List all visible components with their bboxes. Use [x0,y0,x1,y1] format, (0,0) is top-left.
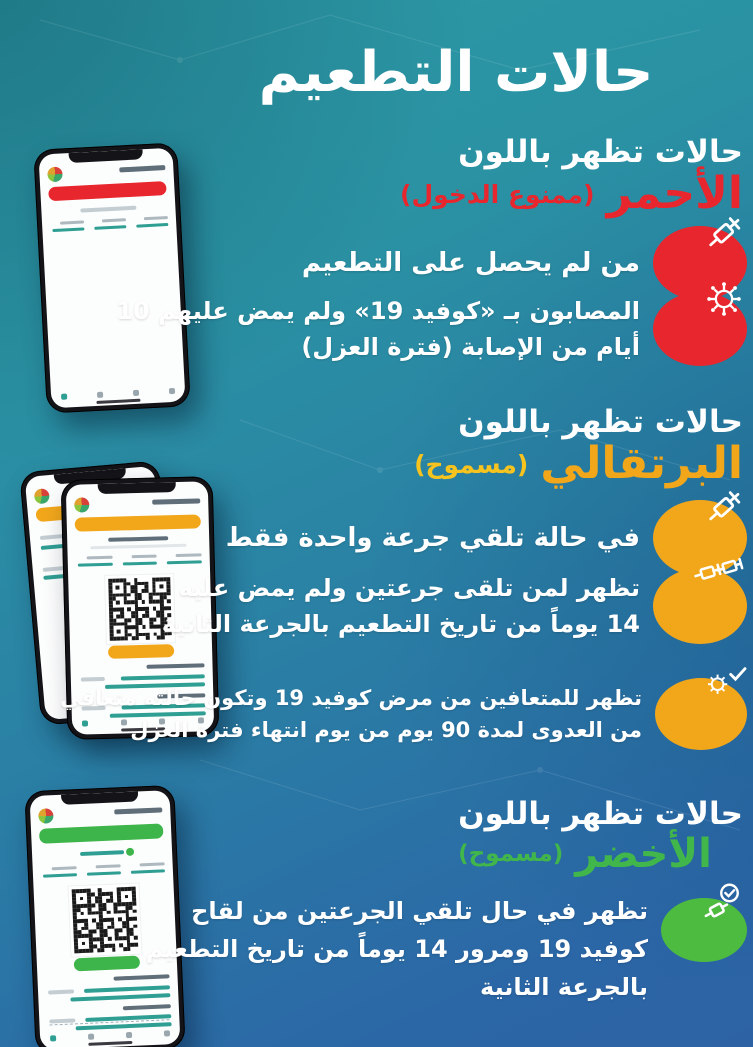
app-title-placeholder [114,807,162,814]
orange-item-recovered [60,678,747,750]
red-item-2-text: المصابون بـ «كوفيد 19» ولم يمض عليهم 10 أيام من الإصابة (فترة العزل) [116,297,640,361]
red-section-header-line: حالات تظهر باللون [458,134,743,170]
orange-item-2-text: تظهر لمن تلقى جرعتين ولم يمض عليه 14 يوماً من تاريخ التطعيم بالجرعة الثانية [161,574,640,638]
vaccine-info-columns [76,553,202,568]
info-column [50,220,85,234]
placeholder-bar [49,1018,75,1023]
orange-item-1-text: في حالة تلقي جرعة واحدة فقط [225,523,640,553]
home-indicator [88,1041,132,1046]
page-title: حالات التطعيم [258,40,654,105]
info-column [85,864,121,878]
verified-check-dot [126,848,134,856]
orange-item-two-doses-waiting [162,568,747,644]
info-column [76,556,113,569]
info-column [129,862,165,876]
phone-notch [61,791,138,804]
green-status-circle [661,898,747,962]
renew-button-placeholder [108,644,174,659]
red-status-banner [48,181,167,201]
orange-item-one-dose [226,500,747,576]
app-title-placeholder [119,165,165,172]
double-syringe-icon [693,552,747,594]
orange-section-header [414,404,743,489]
orange-item-3-text: تظهر للمتعافين من مرض كوفيد 19 وتكون حالته متعافي من العدوى لمدة 90 يوم من يوم انتهاء فترة العزل [60,686,642,742]
info-column [41,866,77,880]
orange-section-header-line: حالات تظهر باللون [458,404,743,440]
orange-status-circle [655,678,747,750]
red-color-word: الأحمر [606,168,743,219]
red-phone-screen [38,148,185,409]
placeholder-bar [90,544,186,550]
phone-tab-bar [50,1030,170,1041]
home-indicator [96,399,140,404]
syringe-icon [703,484,747,528]
renew-button-placeholder [74,956,141,972]
recovered-virus-icon [701,662,747,704]
phone-tab-bar [61,388,175,400]
details-header-placeholder [146,663,204,669]
qr-code [69,884,142,957]
health-app-logo [38,808,54,824]
syringe-icon [703,210,747,254]
orange-status-circle [653,568,747,644]
health-app-logo [47,166,63,182]
phone-notch [98,482,176,494]
info-column [165,553,202,566]
green-section-header [458,796,743,877]
red-entry-badge: (ممنوع الدخول) [400,179,595,209]
red-status-circle [653,292,747,366]
app-title-placeholder [152,498,200,504]
red-status-phone [33,142,191,413]
health-app-logo [74,497,89,512]
orange-entry-badge: (مسموح) [414,449,529,479]
green-item-fully-vaccinated [146,888,747,1006]
health-app-logo [34,488,50,504]
placeholder-bar [80,206,136,213]
info-column [134,216,169,230]
red-item-infected [116,292,747,366]
vaccine-info-columns [50,216,168,234]
green-status-banner [39,823,164,843]
virus-icon [701,276,747,322]
orange-status-banner [75,514,201,531]
info-column [92,218,127,232]
orange-color-word: البرتقالي [540,438,743,489]
green-section-header-line: حالات تظهر باللون [458,796,743,832]
red-section-header [400,134,743,219]
info-column [120,555,157,568]
placeholder-bar [48,989,74,994]
red-item-1-text: من لم يحصل على التطعيم [301,248,640,278]
green-item-1-text: تظهر في حال تلقي الجرعتين من لقاح كوفيد 19 ومرور 14 يوماً من تاريخ التطعيم بالجرعة الثانية [145,897,648,1001]
green-color-word: الأخضر [575,831,712,877]
phone-notch [69,149,143,163]
red-item-not-vaccinated [302,226,747,300]
placeholder-bar [108,536,168,542]
vaccine-info-columns [41,862,165,879]
placeholder-bar [80,850,124,856]
vaccinated-check-icon [701,882,747,926]
green-entry-badge: (مسموح) [458,840,564,867]
